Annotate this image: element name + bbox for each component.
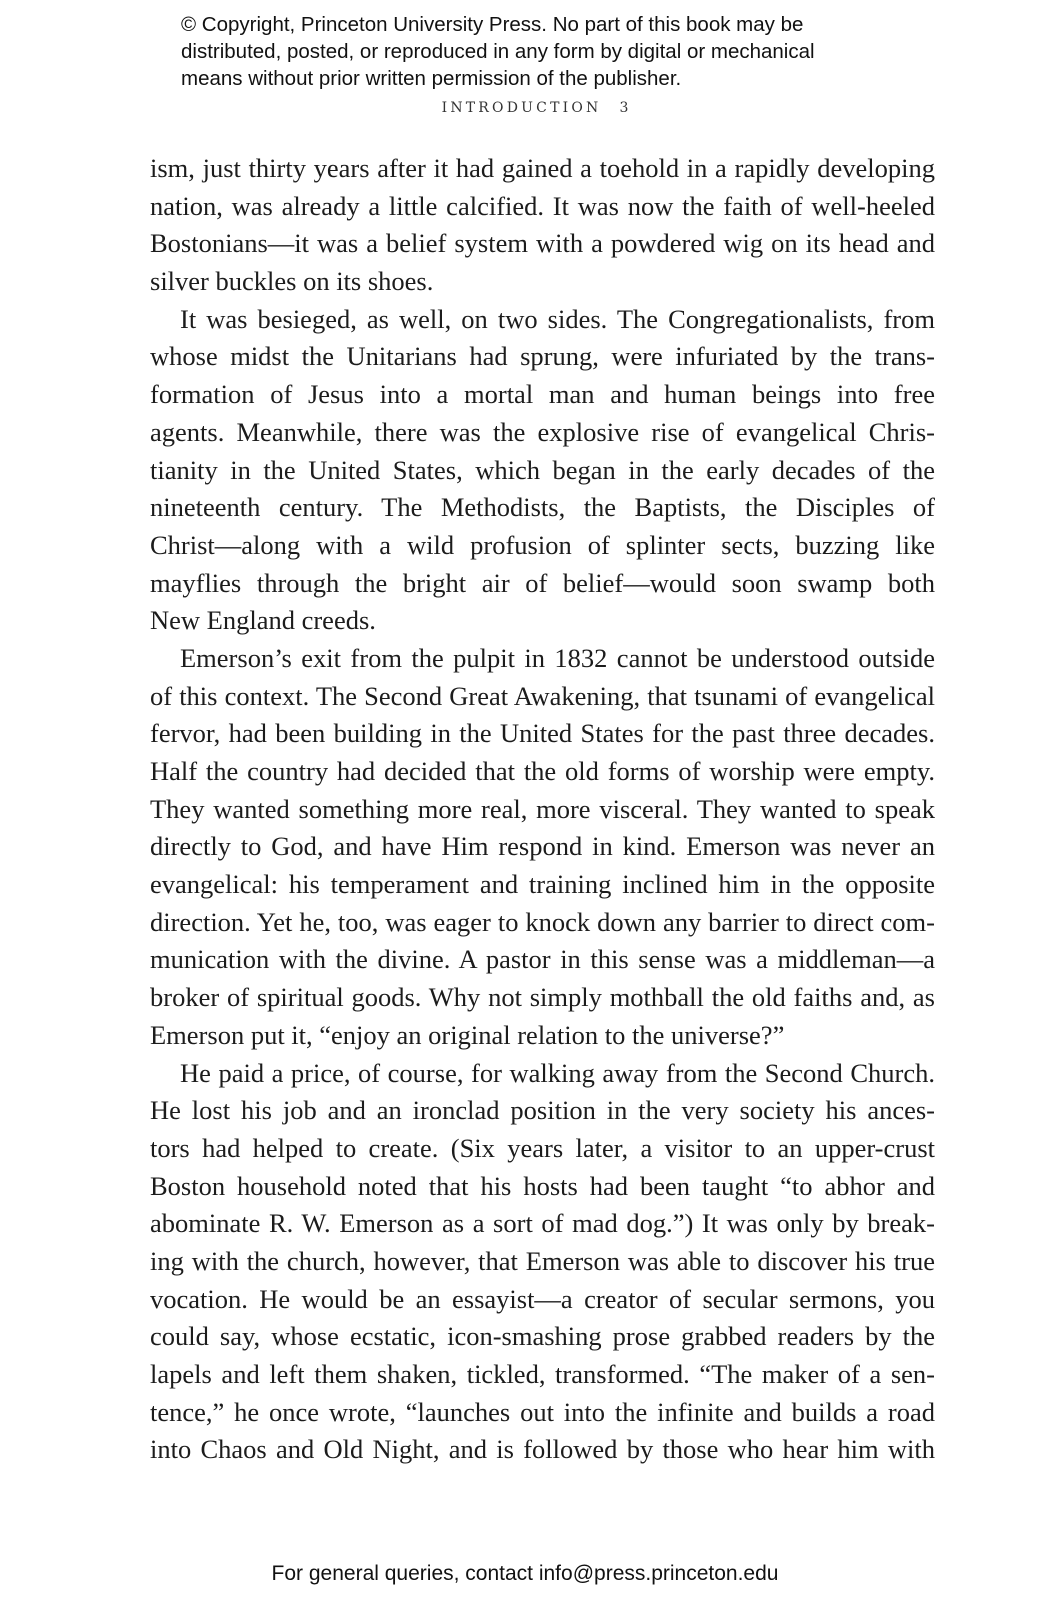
text-line: ing with the church, however, that Emerson was able to discover his true <box>150 1245 935 1276</box>
text-line: nation, was already a little calcified. It was now the faith of well-heeled <box>150 190 935 221</box>
text-line: agents. Meanwhile, there was the explosive rise of evangelical Chris- <box>150 416 935 447</box>
text-line: direction. Yet he, too, was eager to knock down any barrier to direct com- <box>150 906 935 937</box>
text-line: nineteenth century. The Methodists, the Baptists, the Disciples of <box>150 492 935 523</box>
text-line: silver buckles on its shoes. <box>150 266 434 297</box>
text-line: into Chaos and Old Night, and is followed by those who hear him with <box>150 1434 935 1465</box>
running-head <box>0 100 1050 116</box>
text-line: formation of Jesus into a mortal man and human beings into free <box>150 379 935 410</box>
text-line: abominate R. W. Emerson as a sort of mad dog.”) It was only by break- <box>150 1208 935 1239</box>
page-number: 3 <box>619 100 629 116</box>
text-line: Emerson’s exit from the pulpit in 1832 cannot be understood outside <box>180 642 935 673</box>
text-line: They wanted something more real, more visceral. They wanted to speak <box>150 793 935 824</box>
text-line: could say, whose ecstatic, icon-smashing prose grabbed readers by the <box>150 1321 935 1352</box>
copyright-line: distributed, posted, or reproduced in any form by digital or mechanical <box>181 40 815 63</box>
text-line: Bostonians—it was a belief system with a powdered wig on its head and <box>150 228 935 259</box>
text-line: lapels and left them shaken, tickled, transformed. “The maker of a sen- <box>150 1359 935 1389</box>
text-line: of this context. The Second Great Awakening, that tsunami of evangelical <box>150 680 935 711</box>
text-line: whose midst the Unitarians had sprung, were infuriated by the trans- <box>150 341 935 372</box>
text-line: fervor, had been building in the United States for the past three decades. <box>150 718 935 749</box>
text-line: tence,” he once wrote, “launches out into the infinite and builds a road <box>150 1396 935 1427</box>
text-line: broker of spiritual goods. Why not simply mothball the old faiths and, as <box>150 982 935 1013</box>
text-line: Half the country had decided that the old forms of worship were empty. <box>150 756 935 786</box>
text-line: tors had helped to create. (Six years later, a visitor to an upper-crust <box>150 1132 935 1163</box>
copyright-notice <box>181 11 901 92</box>
text-line: He lost his job and an ironclad position in the very society his ances- <box>150 1095 935 1126</box>
text-line: tianity in the United States, which began in the early decades of the <box>150 454 935 485</box>
copyright-line: © Copyright, Princeton University Press. No part of this book may be <box>181 13 804 36</box>
body-text <box>150 150 935 1469</box>
text-line: He paid a price, of course, for walking away from the Second Church. <box>180 1057 935 1088</box>
text-line: directly to God, and have Him respond in kind. Emerson was never an <box>150 831 935 862</box>
text-line: ism, just thirty years after it had gained a toehold in a rapidly developing <box>150 153 935 183</box>
text-line: Boston household noted that his hosts had been taught “to abhor and <box>150 1170 935 1201</box>
text-line: vocation. He would be an essayist—a creator of secular sermons, you <box>150 1283 935 1314</box>
text-line: evangelical: his temperament and training inclined him in the opposite <box>150 869 935 900</box>
text-line: It was besieged, as well, on two sides. The Congregationalists, from <box>180 303 935 334</box>
text-line: Christ—along with a wild profusion of splinter sects, buzzing like <box>150 529 935 560</box>
text-line: Emerson put it, “enjoy an original relation to the universe?” <box>150 1019 785 1050</box>
footer-contact: For general queries, contact info@press.princeton.edu <box>271 1562 779 1585</box>
copyright-line: means without prior written permission of the publisher. <box>181 67 682 90</box>
text-line: munication with the divine. A pastor in this sense was a middleman—a <box>150 944 935 975</box>
text-line: New England creeds. <box>150 605 376 636</box>
text-line: mayflies through the bright air of belief—would soon swamp both <box>150 567 935 598</box>
running-head-section: INTRODUCTION <box>441 100 602 116</box>
